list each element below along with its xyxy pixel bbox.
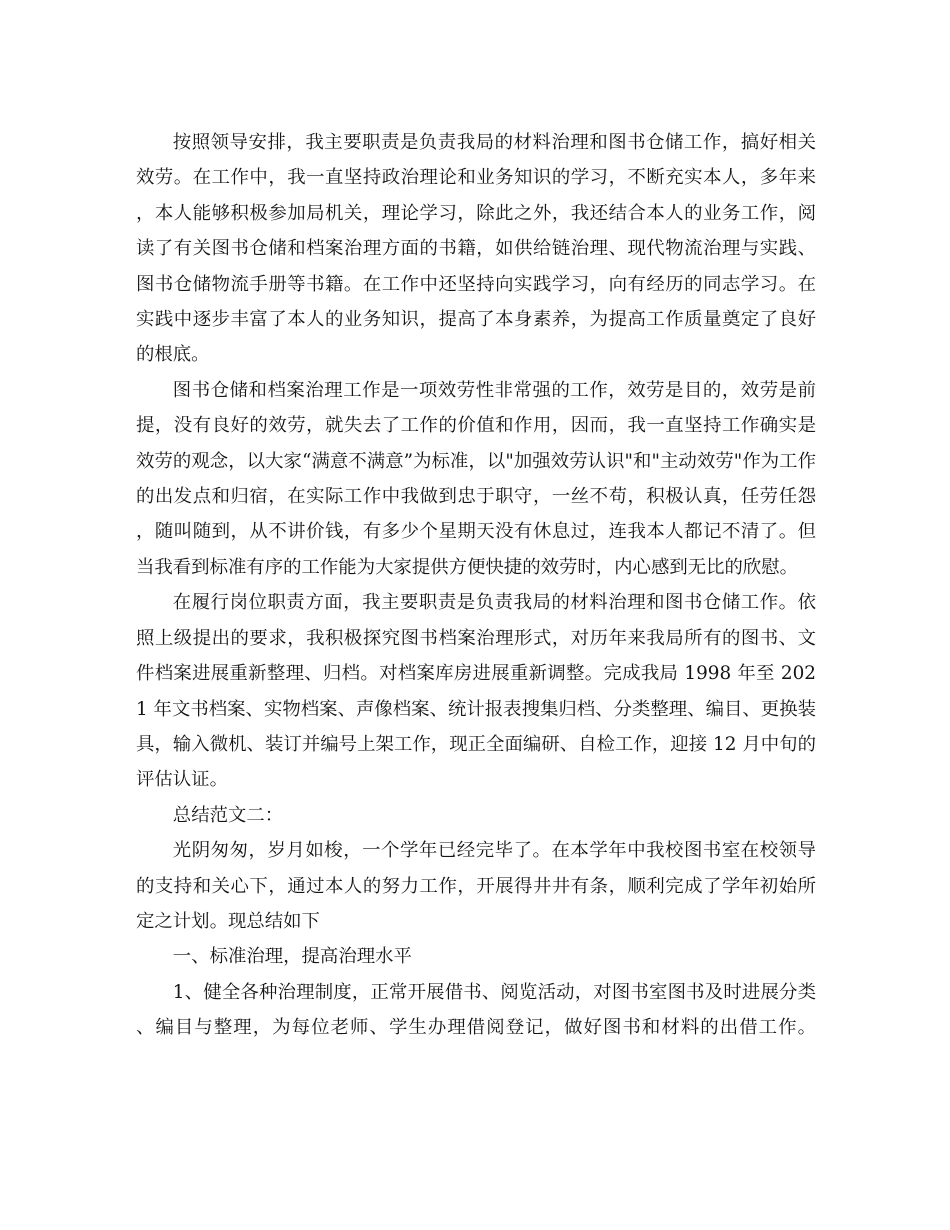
paragraph-school-year-intro: 光阴匆匆，岁月如梭，一个学年已经完毕了。在本学年中我校图书室在校领导的支持和关心下，通过本人的努力工作，开展得井井有条，顺利完成了学年初始所定之计划。现总结如下 (136, 840, 816, 932)
section-heading-standard-management: 一、标准治理，提高治理水平 (172, 946, 412, 968)
document-page (136, 125, 816, 1046)
paragraph-duties-overview: 按照领导安排，我主要职责是负责我局的材料治理和图书仓储工作，搞好相关效劳。在工作中，我一直坚持政治理论和业务知识的学习，不断充实本人，多年来，本人能够积极参加局机关，理论学习，除此之外，我还结合本人的业务工作，阅读了有关图书仓储和档案治理方面的书籍，如供给链治理、现代物流治理与实践、图书仓储物流手册等书籍。在工作中还坚持向实践学习，向有经历的同志学习。在实践中逐步丰富了本人的业务知识，提高了本身素养，为提高工作质量奠定了良好的根底。 (136, 132, 816, 366)
paragraph-job-responsibilities: 在履行岗位职责方面，我主要职责是负责我局的材料治理和图书仓储工作。依照上级提出的要求，我积极探究图书档案治理形式，对历年来我局所有的图书、文件档案进展重新整理、归档。对档案库房进展重新调整。完成我局 1998 年至 2021 年文书档案、实物档案、声像档案、统计报表搜集归档、分类整理、编目、更换装具，输入微机、装订并编号上架工作，现正全面编研、自检工作，迎接 12 月中旬的评估认证。 (136, 592, 816, 791)
section-heading-sample-two: 总结范文二： (172, 804, 284, 826)
paragraph-management-systems: 1、健全各种治理制度，正常开展借书、阅览活动，对图书室图书及时进展分类、编目与整理，为每位老师、学生办理借阅登记，做好图书和材料的出借工作。 (136, 981, 816, 1039)
paragraph-service-attitude: 图书仓储和档案治理工作是一项效劳性非常强的工作，效劳是目的，效劳是前提，没有良好的效劳，就失去了工作的价值和作用，因而，我一直坚持工作确实是效劳的观念，以大家“满意不满意”为标准，以"加强效劳认识"和"主动效劳"作为工作的出发点和归宿，在实际工作中我做到忠于职守，一丝不苟，积极认真，任劳任怨，随叫随到，从不讲价钱，有多少个星期天没有休息过，连我本人都记不清了。但当我看到标准有序的工作能为大家提供方便快捷的效劳时，内心感到无比的欣慰。 (136, 379, 816, 578)
